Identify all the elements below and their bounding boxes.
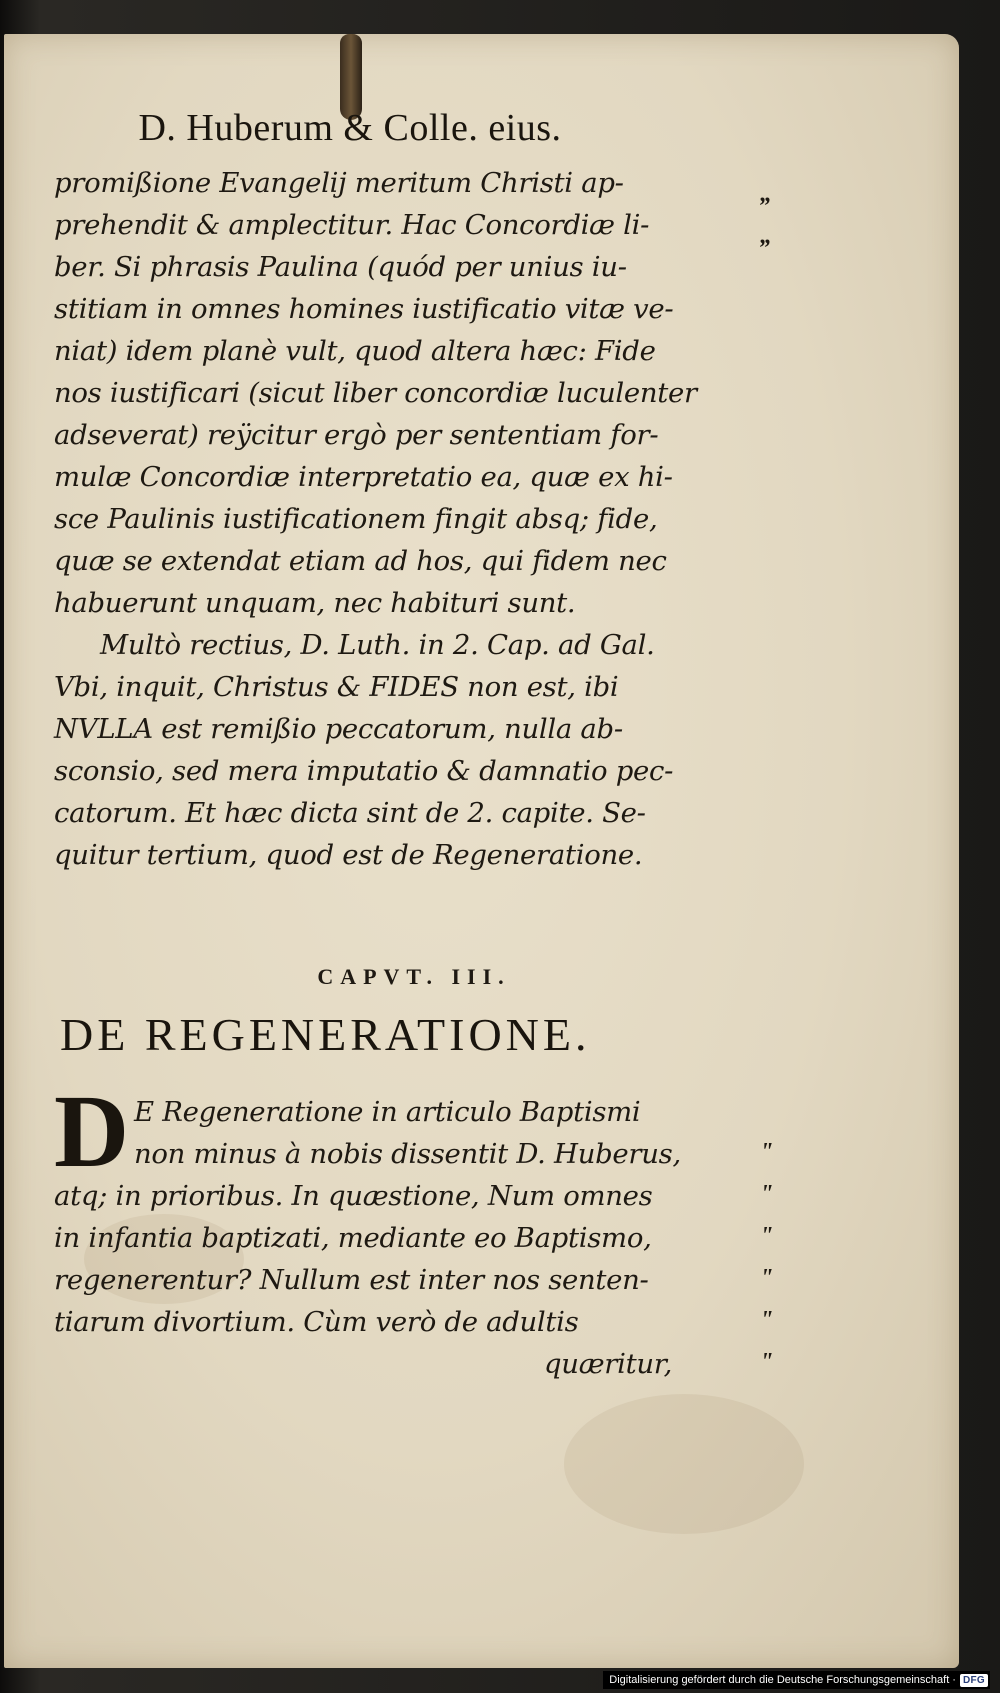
running-head: D. Huberum & Colle. eius. [138, 107, 562, 149]
text-line: sconsio, sed mera imputatio & damnatio pec- [54, 755, 674, 787]
text-line: Vbi, inquit, Christus & FIDES non est, ibi [54, 671, 619, 703]
drop-cap: D [54, 1074, 130, 1189]
quote-mark: " [760, 1307, 774, 1333]
digitization-credit [603, 1671, 990, 1689]
quote-mark: " [760, 1139, 774, 1165]
text-line: tiarum divortium. Cùm verò de adultis [54, 1306, 579, 1338]
text-line: atq; in prioribus. In quæstione, Num omnes [54, 1180, 653, 1212]
dfg-logo: DFG [960, 1674, 988, 1687]
credit-text: Digitalisierung gefördert durch die Deutsche Forschungsgemeinschaft · [609, 1674, 956, 1686]
text-line: E Regeneratione in articulo Baptismi [134, 1096, 641, 1128]
text-line: nos iustificari (sicut liber concordiæ luculenter [54, 377, 697, 409]
chapter-number: CAPVT. III. [317, 964, 511, 989]
text-line: NVLLA est remißio peccatorum, nulla ab- [54, 713, 623, 745]
quote-mark: " [760, 1349, 774, 1375]
text-line: regenerentur? Nullum est inter nos senten- [54, 1264, 649, 1296]
text-line: quitur tertium, quod est de Regeneratione. [54, 839, 643, 871]
quote-mark: " [760, 1181, 774, 1207]
chapter-title: DE REGENERATIONE. [60, 1009, 591, 1060]
text-line: quæ se extendat etiam ad hos, qui fidem nec [54, 545, 667, 577]
text-line: mulæ Concordiæ interpretatio ea, quæ ex hi- [54, 461, 673, 493]
quote-mark: " [760, 1265, 774, 1291]
text-line: niat) idem planè vult, quod altera hæc: Fide [54, 335, 656, 367]
text-line: ber. Si phrasis Paulina (quód per unius iu- [54, 251, 627, 283]
text-line: catorum. Et hæc dicta sint de 2. capite. Se- [54, 797, 646, 829]
quote-mark: " [760, 1223, 774, 1249]
quote-mark: „ [760, 223, 772, 249]
text-line: non minus à nobis dissentit D. Huberus, [134, 1138, 681, 1170]
text-line: Multò rectius, D. Luth. in 2. Cap. ad Gal. [100, 629, 655, 661]
text-line: stitiam in omnes homines iustificatio vitæ ve- [54, 293, 674, 325]
text-line: quæritur, [544, 1348, 673, 1380]
paper-stain [564, 1394, 804, 1534]
text-line: prehendit & amplectitur. Hac Concordiæ li- [54, 209, 650, 241]
text-line: adseverat) reÿcitur ergò per sententiam for- [54, 419, 659, 451]
quote-mark: „ [760, 181, 772, 207]
text-line: promißione Evangelij meritum Christi ap- [54, 167, 624, 199]
book-page [4, 34, 959, 1668]
text-line: sce Paulinis iustificationem fingit absq; fide, [54, 503, 658, 535]
text-line: habuerunt unquam, nec habituri sunt. [54, 587, 576, 619]
text-line: in infantia baptizati, mediante eo Baptismo, [54, 1222, 652, 1254]
